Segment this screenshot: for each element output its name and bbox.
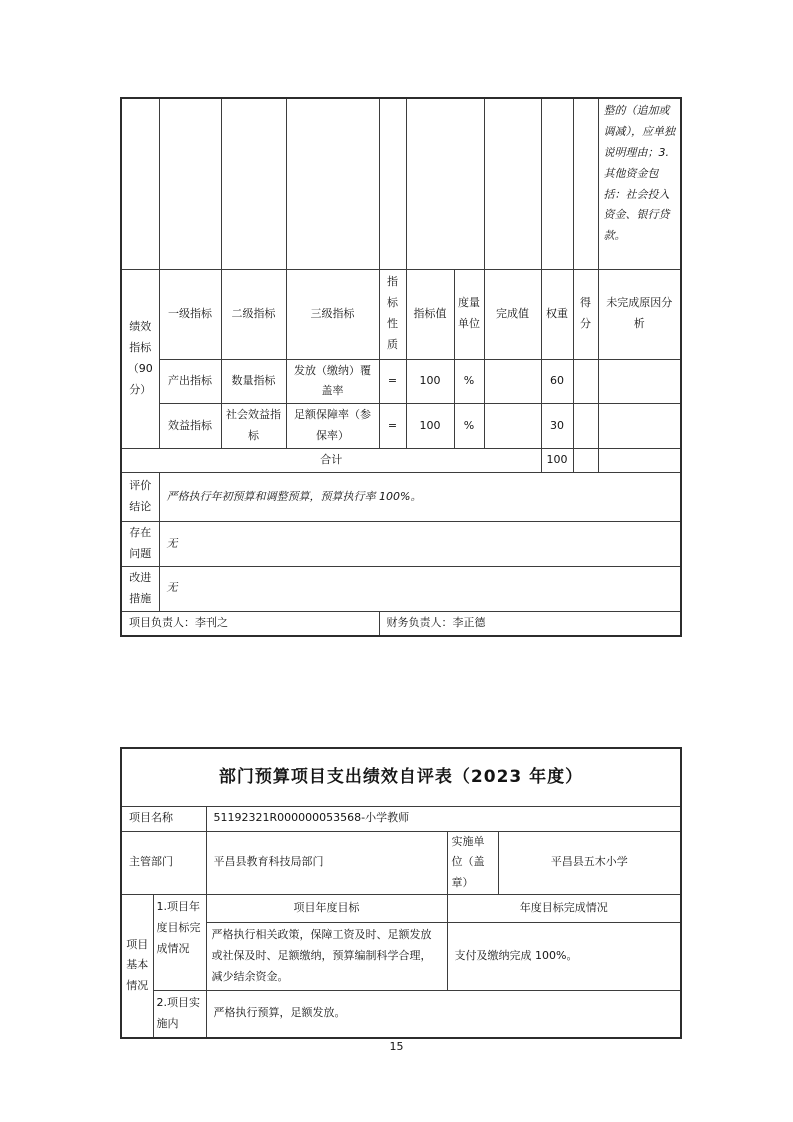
performance-eval-table (120, 97, 682, 637)
improvements-label: 改进措施 (121, 566, 159, 611)
indicator-score (573, 359, 598, 404)
finance-manager: 财务负责人：李正德 (379, 611, 681, 635)
table-row (121, 404, 681, 449)
department-value: 平昌县教育科技局部门 (206, 831, 447, 895)
col-header-score: 得分 (573, 269, 598, 359)
basic-info-label: 项目基本情况 (121, 895, 153, 1038)
table-row (121, 895, 681, 923)
empty-cell (484, 98, 541, 269)
indicator-level2: 数量指标 (221, 359, 286, 404)
implementing-unit-label: 实施单位（盖章） (447, 831, 498, 895)
problems-label: 存在问题 (121, 522, 159, 567)
project-manager: 项目负责人：李刊之 (121, 611, 379, 635)
col-header-nature: 指标性质 (379, 269, 406, 359)
empty-cell (159, 98, 221, 269)
col-header-completion: 完成值 (484, 269, 541, 359)
indicator-score (573, 404, 598, 449)
page-number: 15 (389, 1040, 404, 1053)
total-label: 合计 (121, 449, 541, 473)
annual-goal-section-label: 1.项目年度目标完成情况 (153, 895, 206, 991)
indicator-reason (598, 404, 681, 449)
indicator-weight: 30 (541, 404, 573, 449)
col-header-level3: 三级指标 (286, 269, 379, 359)
empty-cell (121, 98, 159, 269)
col-header-reason: 未完成原因分析 (598, 269, 681, 359)
empty-cell (379, 98, 406, 269)
goal-completion-content: 支付及缴纳完成 100%。 (447, 923, 681, 991)
table-title: 部门预算项目支出绩效自评表（2023 年度） (121, 748, 681, 806)
implementing-unit-value: 平昌县五木小学 (498, 831, 681, 895)
table-row (121, 748, 681, 806)
conclusion-label: 评价结论 (121, 473, 159, 522)
empty-cell (221, 98, 286, 269)
indicator-nature: = (379, 359, 406, 404)
col-header-level1: 一级指标 (159, 269, 221, 359)
annual-goal-header: 项目年度目标 (206, 895, 447, 923)
empty-cell (541, 98, 573, 269)
col-header-weight: 权重 (541, 269, 573, 359)
indicator-value: 100 (406, 404, 454, 449)
continuation-note: 整的（追加或调减），应单独说明理由；3.其他资金包括：社会投入资金、银行贷款。 (598, 98, 681, 269)
goal-completion-header: 年度目标完成情况 (447, 895, 681, 923)
table-row (121, 831, 681, 895)
indicator-completion (484, 404, 541, 449)
empty-cell (286, 98, 379, 269)
indicator-nature: = (379, 404, 406, 449)
col-header-level2: 二级指标 (221, 269, 286, 359)
empty-cell (406, 98, 484, 269)
empty-cell (573, 98, 598, 269)
total-weight: 100 (541, 449, 573, 473)
department-label: 主管部门 (121, 831, 206, 895)
problems-content: 无 (159, 522, 681, 567)
indicator-weight: 60 (541, 359, 573, 404)
implementation-section-label: 2.项目实施内 (153, 990, 206, 1037)
table-row (121, 522, 681, 567)
indicator-value: 100 (406, 359, 454, 404)
indicator-unit: % (454, 359, 484, 404)
indicator-level3: 足额保障率（参保率） (286, 404, 379, 449)
improvements-content: 无 (159, 566, 681, 611)
col-header-unit: 度量单位 (454, 269, 484, 359)
conclusion-content: 严格执行年初预算和调整预算，预算执行率 100%。 (159, 473, 681, 522)
table-row (121, 359, 681, 404)
annual-goal-content: 严格执行相关政策，保障工资及时、足额发放或社保及时、足额缴纳，预算编制科学合理，减少结余资金。 (206, 923, 447, 991)
table-row (121, 449, 681, 473)
indicator-unit: % (454, 404, 484, 449)
indicator-completion (484, 359, 541, 404)
table-row (121, 566, 681, 611)
indicator-level3: 发放（缴纳）覆盖率 (286, 359, 379, 404)
budget-self-eval-table (120, 747, 682, 1039)
table-row (121, 611, 681, 635)
indicator-level2: 社会效益指标 (221, 404, 286, 449)
table-row (121, 990, 681, 1037)
indicator-reason (598, 359, 681, 404)
table-row (121, 98, 681, 269)
total-score (573, 449, 598, 473)
indicator-level1: 效益指标 (159, 404, 221, 449)
indicator-level1: 产出指标 (159, 359, 221, 404)
project-name-label: 项目名称 (121, 806, 206, 831)
implementation-content: 严格执行预算，足额发放。 (206, 990, 681, 1037)
perf-indicator-section-label: 绩效指标（90分） (121, 269, 159, 449)
col-header-value: 指标值 (406, 269, 454, 359)
total-reason (598, 449, 681, 473)
table-row (121, 473, 681, 522)
table-row (121, 806, 681, 831)
project-name-value: 51192321R000000053568-小学教师 (206, 806, 681, 831)
table-row (121, 269, 681, 359)
